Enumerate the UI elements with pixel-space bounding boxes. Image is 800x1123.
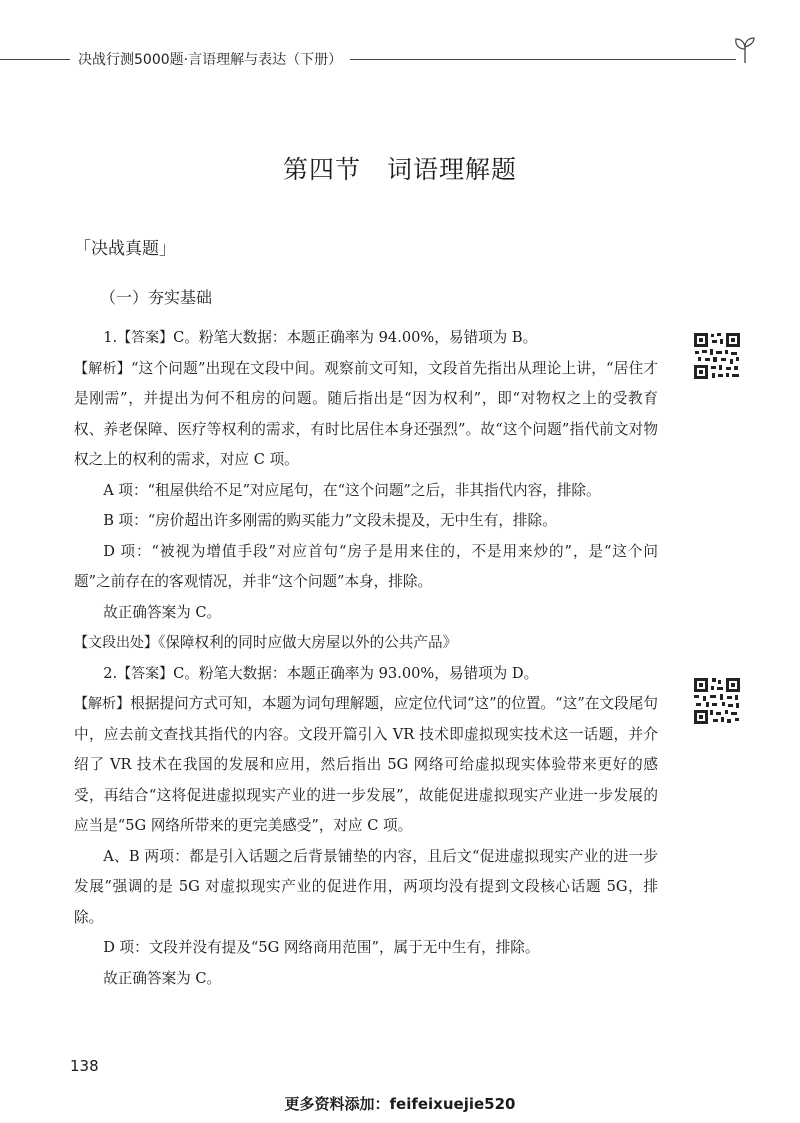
sprout-icon (734, 36, 756, 64)
section-name: 词语理解题 (387, 155, 518, 184)
q2-answer: 2.【答案】C。粉笔大数据：本题正确率为 93.00%，易错项为 D。 (103, 664, 539, 682)
qr-code-q1[interactable] (692, 331, 742, 381)
q2-option-d: D 项：文段并没有提及“5G 网络商用范围”，属于无中生有，排除。 (103, 939, 540, 956)
answer-tag: 【答案】 (117, 665, 174, 682)
q2-conclusion: 故正确答案为 C。 (103, 969, 222, 987)
q1-option-a: A 项：“租屋供给不足”对应尾句，在“这个问题”之后，非其指代内容，排除。 (103, 481, 601, 499)
footer-note: 更多资料添加：feifeixuejie520 (284, 1095, 516, 1113)
subsection-heading: （一）夯实基础 (100, 288, 213, 307)
section-title (0, 150, 800, 186)
q2-option-ab: A、B 两项：都是引入话题之后背景铺垫的内容，且后文“促进虚拟现实产业的进一步发展”强调的是 5G 对虚拟现实产业的促进作用，两项均没有提到文段核心话题 5G，排除。 (74, 847, 658, 926)
source-tag: 【文段出处】 (74, 635, 158, 651)
analysis-tag: 【解析】 (74, 696, 131, 712)
q1-analysis: 【解析】“这个问题”出现在文段中间。观察前文可知，文段首先指出从理论上讲，“居住才是刚需”，并提出为何不租房的问题。随后指出是“因为权利”，即“对物权之上的受教育权、养老保障、医疗等权利的需求，有时比居住本身还强烈”。故“这个问题”指代前文对物权之上的权利的需求，对应 C 项。 (74, 359, 659, 468)
page-number: 138 (70, 1057, 99, 1075)
running-header: 决战行测5000题·言语理解与表达（下册） (78, 52, 343, 68)
header-rule-left (0, 59, 70, 60)
q2-analysis: 【解析】根据提问方式可知，本题为词句理解题，应定位代词“这”的位置。“这”在文段尾句中，应去前文查找其指代的内容。文段开篇引入 VR 技术即虚拟现实技术这一话题，并介绍了 VR 技术在我国的发展和应用，然后指出 5G 网络可给虚拟现实体验带来更好的感受，再结合“这将促进虚拟现实产业的进一步发展”，故能促进虚拟现实产业进一步发展的应当是“5G 网络所带来的更完美感受”，对应 C 项。 (74, 695, 658, 834)
header-rule-right (350, 59, 736, 60)
answer-tag: 【答案】 (117, 330, 174, 346)
answer-body (74, 323, 658, 994)
q1-option-d: D 项：“被视为增值手段”对应首句“房子是用来住的，不是用来炒的”，是“这个问题”之前存在的客观情况，并非“这个问题”本身，排除。 (74, 542, 658, 590)
analysis-tag: 【解析】 (74, 360, 131, 377)
q1-conclusion: 故正确答案为 C。 (103, 603, 222, 621)
q1-answer: 1.【答案】C。粉笔大数据：本题正确率为 94.00%，易错项为 B。 (103, 329, 538, 346)
section-number: 第四节 (282, 155, 361, 184)
q1-source: 【文段出处】《保障权利的同时应做大房屋以外的公共产品》 (74, 634, 458, 651)
qr-code-q2[interactable] (692, 676, 742, 726)
q1-option-b: B 项：“房价超出许多刚需的购买能力”文段未提及，无中生有，排除。 (103, 512, 557, 529)
sub-heading: 「决战真题」 (74, 239, 176, 259)
